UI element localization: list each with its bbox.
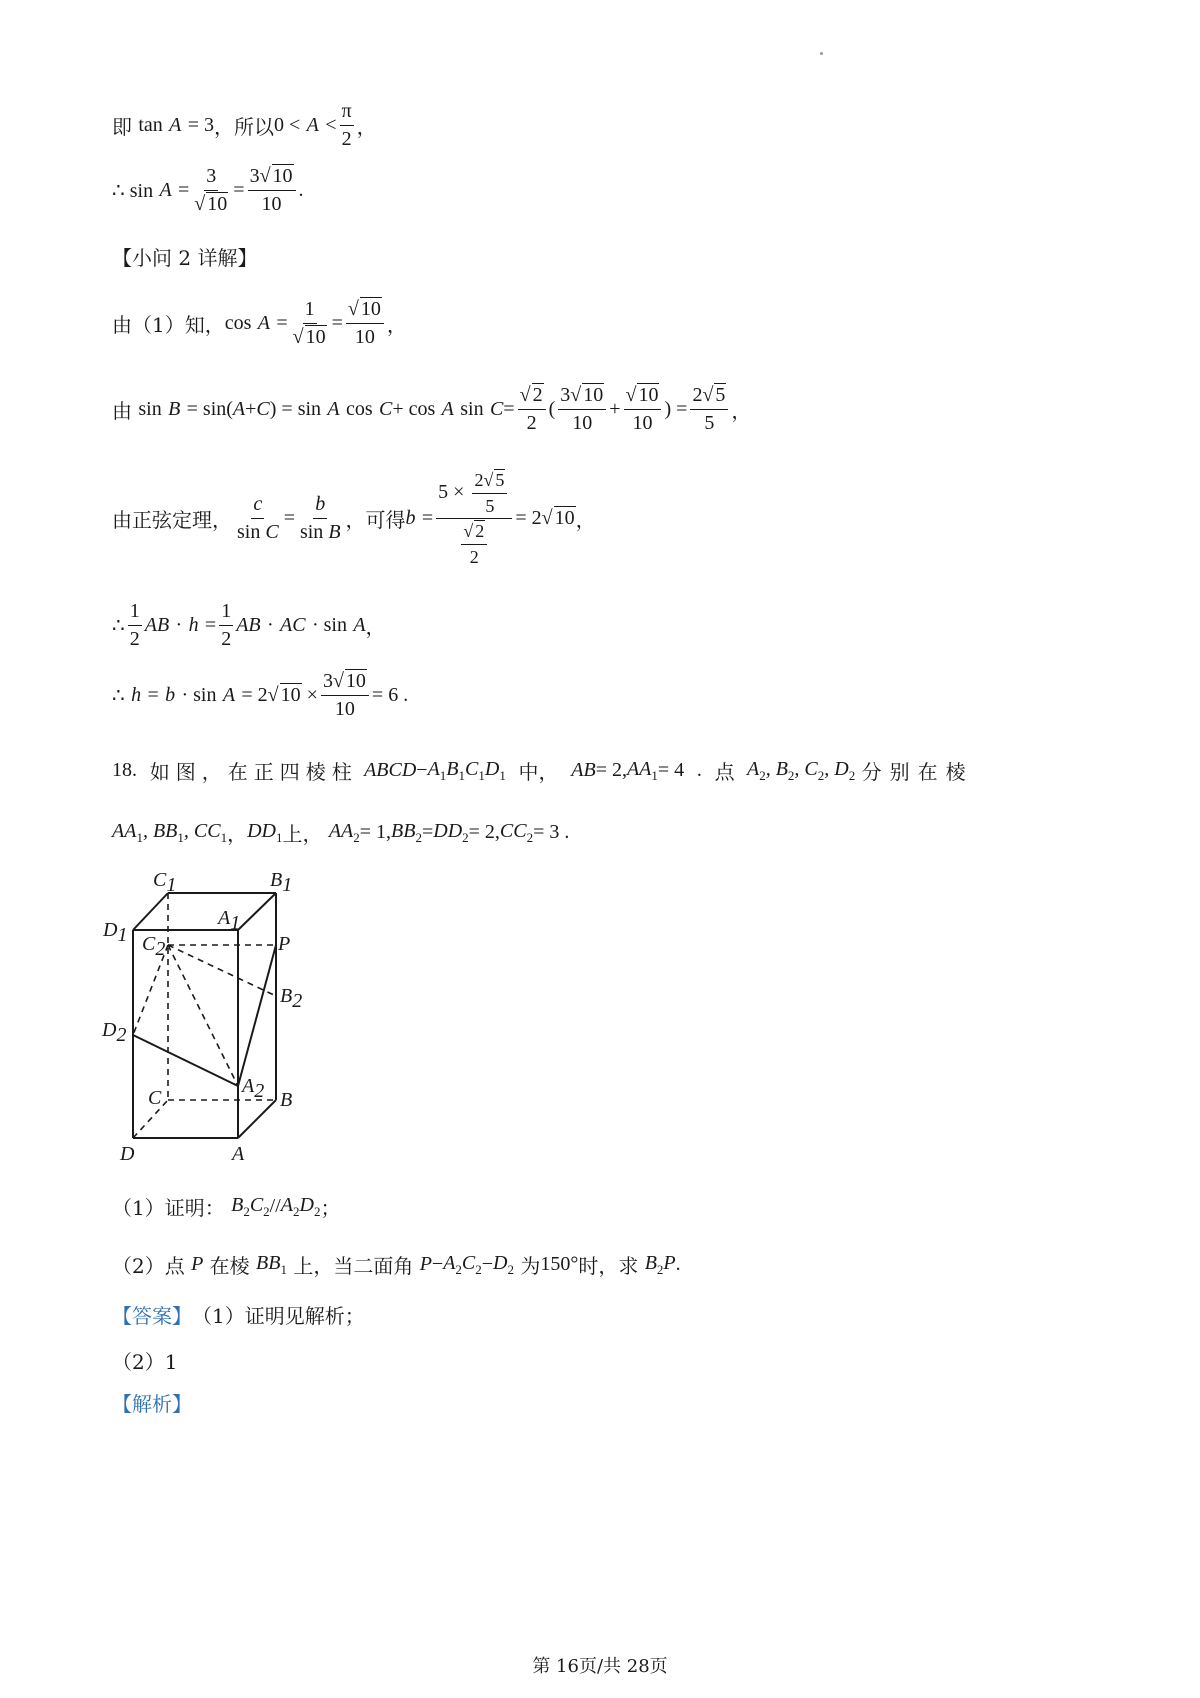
content-line-7: ∴ $\frac{1}{2}$ AB · h = $\frac{1}{2}$ AB · AC · sin A ， (112, 600, 386, 650)
answer-line-2 (112, 1346, 177, 1375)
problem-18-line-1: 18. 如图，在正四棱柱 ABCD − $A_1B_1C_1D_1$ 中， AB = 2, $AA_1$ = 4 . 点 $A_2$, $B_2$, $C_2$, $D_2$ 分别在棱 (112, 757, 974, 784)
content-line-5: 由 sin B = sin( A + C ) = sin A cos C + cos A sin C = $\frac{√ 2}{2}$ ( $\frac{3√ 10}{10}$ + $\frac{√ 10}{10}$ ) = $\frac{2√ 5}{5}$ ， (112, 384, 752, 434)
subquestion-1: （1）证明： $B_2C_2$ // $A_2D_2$ ； (112, 1193, 341, 1220)
label-B1: B1 (270, 869, 293, 896)
label-D1: D1 (103, 919, 128, 946)
label-P: P (278, 933, 291, 955)
edge-D1C1 (133, 893, 168, 930)
answer-part-2: （2）1 (112, 1350, 178, 1374)
section-heading-2: 【小问 2 详解】 (112, 246, 258, 270)
segment-C2B2 (168, 945, 276, 996)
segment-A2P (238, 945, 276, 1086)
label-C2: C2 (142, 933, 166, 960)
label-C: C (148, 1087, 162, 1109)
subquestion-2: （2）点 P 在棱 $BB_1$ 上，当二面角 P − $A_2C_2$ − $D_2$ 为 150° 时，求 $B_2P$ . (112, 1251, 681, 1278)
label-D: D (120, 1143, 135, 1165)
label-C1: C1 (153, 869, 177, 896)
label-B2: B2 (280, 985, 303, 1012)
answer-part-1: （1）证明见解析； (192, 1304, 365, 1328)
page-footer: 第 16页/共 28页 (532, 1656, 668, 1677)
analysis-label: 【解析】 (112, 1392, 192, 1416)
answer-line-1 (112, 1300, 365, 1329)
label-D2: D2 (102, 1019, 127, 1046)
problem-18-line-2: $AA_1$, $BB_1$, $CC_1$ ， $DD_1$ 上， $AA_2$ = 1, $BB_2$ = $DD_2$ = 2, $CC_2$ = 3 . (112, 819, 570, 846)
label-A2: A2 (242, 1075, 265, 1102)
segment-C2A2 (168, 945, 238, 1086)
label-A1: A1 (218, 907, 241, 934)
content-line-6: 由正弦定理， $\frac{c}{\text{sin C}}$ = $\frac{b}{\text{sin B}}$ ，可得 b = 5 × $\frac{2√ 5}{5}$ $\frac{√ 2}{2}$ = 2√ 10 ， (112, 470, 596, 568)
content-line-4: 由（1）知， cos A = $\frac{1}{√ 10}$ = $\frac{√ 10}{10}$ ， (112, 298, 407, 348)
content-line-8: ∴ h = b · sin A = 2√ 10 × $\frac{3√ 10}{10}$ = 6 . (112, 670, 409, 720)
content-line-1: 即 tan A = 3 ，所以 0 < A < $\frac{\pi}{2}$ ， (112, 100, 377, 150)
analysis-heading (112, 1388, 192, 1417)
prism-figure (100, 868, 340, 1168)
label-A: A (232, 1143, 245, 1165)
edge-AB (238, 1100, 276, 1138)
content-line-2: ∴ sin A = $\frac{3}{√ 10}$ = $\frac{3√ 10}{10}$ . (112, 165, 304, 215)
edge-A1B1 (238, 893, 276, 930)
segment-D2A2 (133, 1035, 238, 1086)
label-B: B (280, 1089, 293, 1111)
stray-mark (820, 52, 823, 55)
answer-label: 【答案】 (112, 1304, 192, 1328)
